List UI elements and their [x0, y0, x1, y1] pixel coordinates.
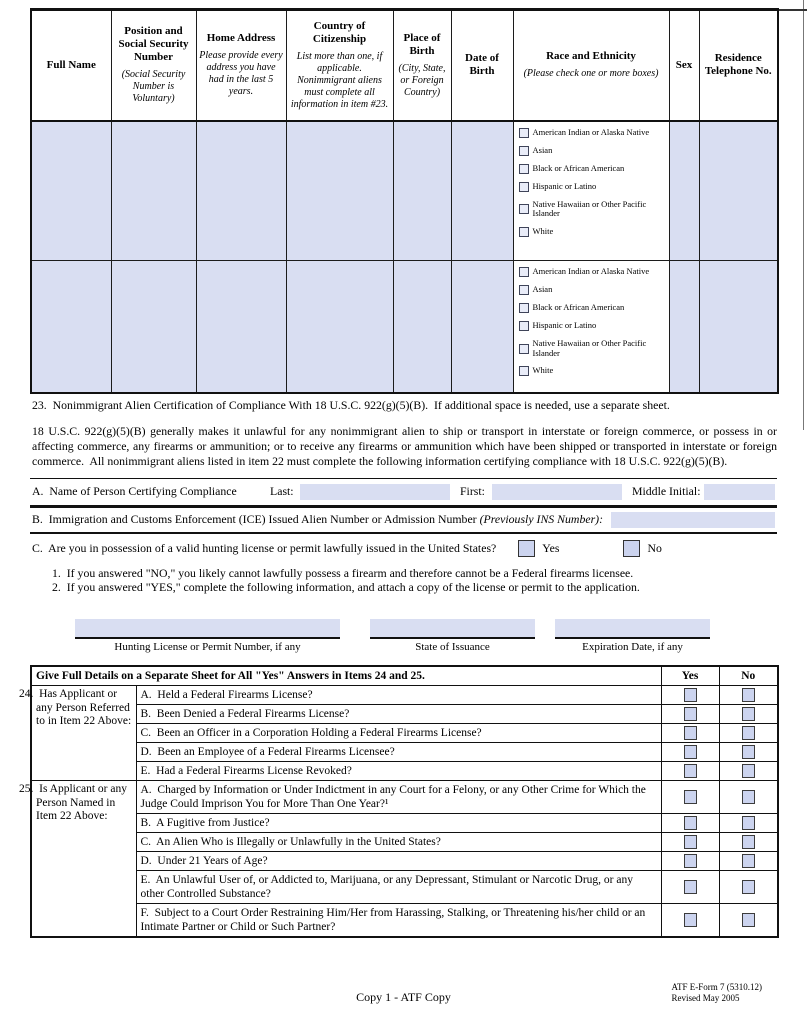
form-revision-date: Revised May 2005 [671, 992, 740, 1003]
q25b-yes-checkbox[interactable] [684, 816, 697, 830]
citizenship-header-note: List more than one, if applicable. Nonimmigrant aliens must complete all information in item #23. [290, 50, 389, 110]
question-row-25b [31, 814, 778, 833]
question-row-25a [31, 781, 778, 814]
line-b-row [30, 508, 777, 534]
place-of-birth-header-label: Place of Birth [403, 31, 441, 57]
race-option-label: Hispanic or Latino [532, 180, 597, 191]
line-c-row [30, 534, 777, 561]
position-ssn-header-note: (Social Security Number is Voluntary) [121, 69, 186, 105]
details-no-header: No [719, 666, 778, 686]
line-a-label: A. Name of Person Certifying Compliance [32, 484, 237, 498]
row1-citizenship-field[interactable] [286, 121, 393, 261]
line-b-label-italic: (Previously INS Number): [479, 512, 604, 526]
applicant-row-1 [31, 121, 778, 261]
row2-race-checkbox-black[interactable] [519, 303, 529, 313]
citizenship-header-label: Country of Citizenship [312, 19, 367, 45]
race-option [519, 339, 667, 358]
race-option-label: American Indian or Alaska Native [532, 266, 650, 277]
question-24d-text: D. Been an Employee of a Federal Firearms Licensee? [136, 743, 661, 762]
row2-race-checkbox-white[interactable] [519, 366, 529, 376]
question-row-24a [31, 686, 778, 705]
position-ssn-header-label: Position and Social Security Number [118, 25, 189, 64]
question-row-25c [31, 833, 778, 852]
sex-header-label: Sex [675, 58, 693, 71]
race-option [519, 128, 667, 138]
question-25e-text: E. An Unlawful User of, or Addicted to, Marijuana, or any Depressant, Stimulant or Narcotic Drug, or any other Controlled Substance? [136, 871, 661, 904]
race-option [519, 182, 667, 192]
question-24b-text: B. Been Denied a Federal Firearms License? [136, 705, 661, 724]
row1-full-name-field[interactable] [31, 121, 111, 261]
column-header-position-ssn [111, 10, 196, 121]
applicant-table [30, 8, 779, 394]
race-option [519, 303, 667, 313]
q24b-no-checkbox[interactable] [742, 707, 755, 721]
race-option-label: White [532, 365, 554, 376]
form-number: ATF E-Form 7 (5310.12) [671, 982, 762, 992]
hunting-license-fields [75, 619, 777, 653]
home-address-header-note: Please provide every address you have had in the last 5 years. [199, 50, 283, 98]
residence-phone-header-label: Residence Telephone No. [704, 52, 772, 78]
full-name-header-label: Full Name [46, 58, 96, 71]
middle-initial-field[interactable] [704, 484, 775, 500]
race-option-label: Native Hawaiian or Other Pacific Islander [532, 198, 647, 218]
column-header-sex [669, 10, 699, 121]
row2-residence-phone-field[interactable] [699, 261, 778, 393]
column-header-race-ethnicity [513, 10, 669, 121]
hunting-license-yes-checkbox[interactable] [518, 540, 535, 557]
first-name-field[interactable] [492, 484, 622, 500]
row2-position-ssn-field[interactable] [111, 261, 196, 393]
race-option-label: Black or African American [532, 302, 625, 313]
question-row-24c [31, 724, 778, 743]
row2-date-of-birth-field[interactable] [451, 261, 513, 393]
row1-race-ethnicity-cell [513, 121, 669, 261]
alien-number-field[interactable] [611, 512, 775, 528]
race-option [519, 366, 667, 376]
question-25b-text: B. A Fugitive from Justice? [136, 814, 661, 833]
state-of-issuance-label: State of Issuance [415, 640, 490, 653]
q25b-no-checkbox[interactable] [742, 816, 755, 830]
question-24e-text: E. Had a Federal Firearms License Revoked? [136, 762, 661, 781]
applicant-row-2 [31, 261, 778, 393]
row1-home-address-field[interactable] [196, 121, 286, 261]
applicant-table-header-row [31, 10, 778, 121]
middle-initial-label: Middle Initial: [632, 484, 701, 498]
details-yes-header: Yes [661, 666, 719, 686]
race-ethnicity-header-label: Race and Ethnicity [546, 50, 636, 63]
question-24a-text: A. Held a Federal Firearms License? [136, 686, 661, 705]
date-of-birth-header-label: Date of Birth [465, 52, 499, 78]
race-option [519, 285, 667, 295]
row1-position-ssn-field[interactable] [111, 121, 196, 261]
q25d-no-checkbox[interactable] [742, 854, 755, 868]
row2-home-address-field[interactable] [196, 261, 286, 393]
row2-full-name-field[interactable] [31, 261, 111, 393]
home-address-header-label: Home Address [206, 32, 276, 45]
row1-race-checkbox-hawaiian[interactable] [519, 204, 529, 214]
form-content [19, 8, 777, 1024]
hunting-license-number-label: Hunting License or Permit Number, if any [114, 640, 301, 653]
last-name-field[interactable] [300, 484, 450, 500]
state-of-issuance-group [370, 619, 535, 653]
race-option [519, 164, 667, 174]
q25c-yes-checkbox[interactable] [684, 835, 697, 849]
form-number-block [672, 982, 763, 1003]
row2-place-of-birth-field[interactable] [393, 261, 451, 393]
hunting-license-number-field[interactable] [75, 619, 340, 639]
question-25f-text: F. Subject to a Court Order Restraining Him/Her from Harassing, Stalking, or Threatening his/her child or an Intimate Partner or Child or Such Partner? [136, 904, 661, 938]
q24c-no-checkbox[interactable] [742, 726, 755, 740]
instruction-2: 2. If you answered "YES," complete the following information, and attach a copy of the license or permit to the application. [52, 580, 640, 594]
column-header-residence-phone [699, 10, 778, 121]
row2-race-checkbox-hawaiian[interactable] [519, 344, 529, 354]
q25c-no-checkbox[interactable] [742, 835, 755, 849]
race-option-label: Hispanic or Latino [532, 320, 597, 331]
page-footer [30, 982, 777, 1024]
row1-race-checkbox-black[interactable] [519, 164, 529, 174]
question-row-24e [31, 762, 778, 781]
q24c-yes-checkbox[interactable] [684, 726, 697, 740]
question-25d-text: D. Under 21 Years of Age? [136, 852, 661, 871]
row2-race-checkbox-american-indian[interactable] [519, 267, 529, 277]
row1-race-checkbox-white[interactable] [519, 227, 529, 237]
item23-title: 23. Nonimmigrant Alien Certification of Compliance With 18 U.S.C. 922(g)(5)(B). If additional space is needed, use a separate sheet. [32, 397, 670, 412]
row2-sex-field[interactable] [669, 261, 699, 393]
question-row-24d [31, 743, 778, 762]
details-header-row [31, 666, 778, 686]
item24-label: 24. Has Applicant or any Person Referred to in Item 22 Above: [31, 686, 136, 781]
column-header-citizenship [286, 10, 393, 121]
scan-artifact-right [803, 0, 804, 430]
hunting-license-yes-label: Yes [542, 540, 560, 555]
q24b-yes-checkbox[interactable] [684, 707, 697, 721]
question-row-24b [31, 705, 778, 724]
instructions-list [52, 566, 777, 595]
q25a-no-checkbox[interactable] [742, 790, 755, 804]
row1-place-of-birth-field[interactable] [393, 121, 451, 261]
row2-citizenship-field[interactable] [286, 261, 393, 393]
q24a-yes-checkbox[interactable] [684, 688, 697, 702]
race-option-label: White [532, 225, 554, 236]
column-header-home-address [196, 10, 286, 121]
question-25c-text: C. An Alien Who is Illegally or Unlawfully in the United States? [136, 833, 661, 852]
line-b-label: B. Immigration and Customs Enforcement (ICE) Issued Alien Number or Admission Number [32, 512, 477, 526]
row1-sex-field[interactable] [669, 121, 699, 261]
details-header-text: Give Full Details on a Separate Sheet for All "Yes" Answers in Items 24 and 25. [31, 666, 661, 686]
question-24c-text: C. Been an Officer in a Corporation Holding a Federal Firearms License? [136, 724, 661, 743]
instruction-1: 1. If you answered "NO," you likely cannot lawfully possess a firearm and therefore cannot be a Federal firearms licensee. [52, 565, 634, 580]
question-row-25e [31, 871, 778, 904]
line-c-question: C. Are you in possession of a valid hunting license or permit lawfully issued in the United States? [32, 540, 497, 555]
column-header-date-of-birth [451, 10, 513, 121]
q25e-no-checkbox[interactable] [742, 880, 755, 894]
q25f-yes-checkbox[interactable] [684, 913, 697, 927]
question-25a-text: A. Charged by Information or Under Indictment in any Court for a Felony, or any Other Crime for Which the Judge Could Imprison You for More Than One Year?¹ [136, 781, 661, 814]
place-of-birth-header-note: (City, State, or Foreign Country) [398, 62, 446, 98]
race-option [519, 321, 667, 331]
hunting-license-no-checkbox[interactable] [623, 540, 640, 557]
race-option-label: Native Hawaiian or Other Pacific Islander [532, 338, 647, 358]
item23-paragraph: 18 U.S.C. 922(g)(5)(B) generally makes it unlawful for any nonimmigrant alien to ship or transport in interstate or foreign commerce, or possess in or affecting commerce, any firearms or ammunition; or to receive any firearms or ammunition which have been shipped or transported in interstate or foreign commerce. All nonimmigrant aliens listed in item 22 must complete the following information certifying compliance with 18 U.S.C. 922(g)(5)(B). [32, 423, 777, 468]
race-option-label: Asian [532, 284, 553, 295]
state-of-issuance-field[interactable] [370, 619, 535, 639]
q25d-yes-checkbox[interactable] [684, 854, 697, 868]
race-option [519, 227, 667, 237]
race-ethnicity-header-note: (Please check one or more boxes) [523, 68, 659, 80]
expiration-date-group [555, 619, 710, 653]
row1-residence-phone-field[interactable] [699, 121, 778, 261]
q24e-no-checkbox[interactable] [742, 764, 755, 778]
race-option [519, 267, 667, 277]
race-option-label: Black or African American [532, 162, 625, 173]
q25a-yes-checkbox[interactable] [684, 790, 697, 804]
question-row-25f [31, 904, 778, 938]
column-header-place-of-birth [393, 10, 451, 121]
q24e-yes-checkbox[interactable] [684, 764, 697, 778]
row2-race-ethnicity-cell [513, 261, 669, 393]
row1-race-checkbox-hispanic[interactable] [519, 182, 529, 192]
expiration-date-label: Expiration Date, if any [582, 640, 683, 653]
q24d-yes-checkbox[interactable] [684, 745, 697, 759]
line-a-row [30, 478, 777, 508]
details-table [19, 665, 779, 939]
race-option-label: Asian [532, 144, 553, 155]
last-name-label: Last: [270, 484, 294, 498]
scan-artifact-top [777, 9, 807, 11]
race-option [519, 200, 667, 219]
hunting-license-no-label: No [647, 540, 662, 555]
race-option [519, 146, 667, 156]
row2-race-checkbox-hispanic[interactable] [519, 321, 529, 331]
q24a-no-checkbox[interactable] [742, 688, 755, 702]
row1-race-checkbox-american-indian[interactable] [519, 128, 529, 138]
expiration-date-field[interactable] [555, 619, 710, 639]
q25e-yes-checkbox[interactable] [684, 880, 697, 894]
race-option-label: American Indian or Alaska Native [532, 126, 650, 137]
hunting-license-number-group [75, 619, 340, 653]
column-header-full-name [31, 10, 111, 121]
question-row-25d [31, 852, 778, 871]
item25-label: 25. Is Applicant or any Person Named in Item 22 Above: [31, 781, 136, 938]
first-name-label: First: [460, 484, 485, 498]
q24d-no-checkbox[interactable] [742, 745, 755, 759]
row1-race-checkbox-asian[interactable] [519, 146, 529, 156]
copy-label: Copy 1 - ATF Copy [356, 990, 451, 1004]
q25f-no-checkbox[interactable] [742, 913, 755, 927]
row2-race-checkbox-asian[interactable] [519, 285, 529, 295]
row1-date-of-birth-field[interactable] [451, 121, 513, 261]
